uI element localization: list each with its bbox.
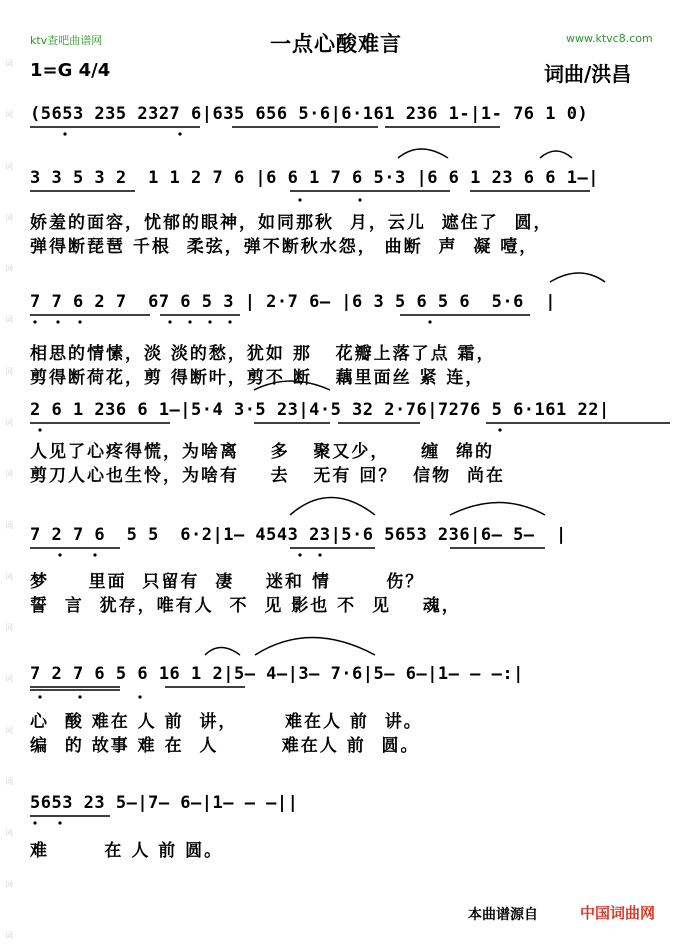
watermark-glyph: 词 — [5, 828, 13, 838]
slur — [540, 151, 572, 158]
author-credit: 词曲/洪昌 — [544, 62, 632, 86]
octave-dot — [498, 428, 501, 431]
watermark-glyph: 词 — [5, 264, 13, 274]
watermark-glyph: 词 — [5, 520, 13, 530]
watermark-glyph: 词 — [5, 315, 13, 325]
slur — [450, 503, 545, 516]
octave-dot — [428, 320, 431, 323]
octave-dot — [78, 695, 81, 698]
octave-dot — [58, 553, 61, 556]
line2-lyric-verse1: 相思的情愫，淡 淡的愁，犹如 那 花瓣上落了点 霜， — [30, 344, 496, 364]
line2-lyric-verse2: 剪得断荷花，剪 得断叶，剪不 断 藕里面丝 紧 连， — [30, 368, 485, 388]
octave-dot — [298, 198, 301, 201]
watermark-glyph: 词 — [5, 776, 13, 786]
slur — [255, 638, 375, 656]
watermark-glyph: 词 — [5, 674, 13, 684]
slur — [550, 273, 605, 282]
site-name-left: ktv查吧曲谱网 — [30, 34, 103, 47]
octave-dot — [38, 695, 41, 698]
line4-lyric-verse1: 梦 里面 只留有 凄 迷和 情 伤？ — [30, 572, 425, 592]
octave-dot — [138, 695, 141, 698]
watermark-glyph: 词 — [5, 110, 13, 120]
watermark-glyph: 词 — [5, 417, 13, 427]
octave-dot — [33, 320, 36, 323]
octave-dot — [38, 428, 41, 431]
slur — [398, 149, 448, 158]
line1-lyric-verse1: 娇羞的面容，忧郁的眼神，如同那秋 月，云儿 遮住了 圆， — [30, 213, 553, 233]
octave-dot — [93, 553, 96, 556]
line4-lyric-verse2: 誓 言 犹存，唯有人 不 见 影也 不 见 魂， — [30, 596, 461, 616]
watermark-glyph: 词 — [5, 930, 13, 940]
line3-lyric-verse1: 人见了心疼得慌，为啥离 多 聚又少， 缠 绵的 — [30, 442, 494, 462]
line5-lyric-verse1: 心 酸 难在 人 前 讲， 难在人 前 讲。 — [30, 712, 423, 732]
key-signature: 1=G 4/4 — [30, 60, 111, 81]
octave-dot — [208, 320, 211, 323]
line5-notes: 7 2 7 6 5 6 16 1 2|5— 4—|3— 7·6|5— 6—|1— — —:| — [30, 664, 524, 684]
watermark-glyph: 词 — [5, 725, 13, 735]
intro-notes: (5653 235 2327 6|635 656 5·6|6·161 236 1-|1- 76 1 0) — [30, 104, 589, 124]
slur — [205, 648, 240, 656]
line3-notes: 2 6 1 236 6 1—|5·4 3·5 23|4·5 32 2·76|7276 5 6·161 22| — [30, 400, 610, 420]
watermark-glyph: 词 — [5, 879, 13, 889]
line6-notes: 5653 23 5—|7— 6—|1— — —|| — [30, 793, 299, 813]
song-title: 一点心酸难言 — [270, 32, 402, 56]
line4-notes: 7 2 7 6 5 5 6·2|1— 4543 23|5·6 5653 236|6— 5— | — [30, 525, 567, 545]
slur — [290, 498, 375, 516]
octave-dot — [178, 132, 181, 135]
octave-dot — [56, 320, 59, 323]
octave-dot — [298, 553, 301, 556]
octave-dot — [33, 821, 36, 824]
site-url: www.ktvc8.com — [566, 32, 653, 45]
watermark-glyph: 词 — [5, 469, 13, 479]
octave-dot — [58, 821, 61, 824]
line5-lyric-verse2: 编 的 故事 难 在 人 难在人 前 圆。 — [30, 736, 420, 756]
source-site-link[interactable]: 中国词曲网 — [580, 904, 656, 922]
watermark-glyph: 词 — [5, 623, 13, 633]
octave-dot — [228, 320, 231, 323]
side-watermark — [2, 60, 16, 940]
source-label: 本曲谱源自 — [468, 907, 538, 923]
octave-dot — [358, 198, 361, 201]
octave-dot — [168, 320, 171, 323]
line1-lyric-verse2: 弹得断琵琶 千根 柔弦，弹不断秋水怨， 曲断 声 凝 噎， — [30, 237, 539, 257]
octave-dot — [78, 320, 81, 323]
watermark-glyph: 词 — [5, 212, 13, 222]
octave-dot — [318, 553, 321, 556]
line1-notes: 3 3 5 3 2 1 1 2 7 6 |6 6 1 7 6 5·3 |6 6 1 23 6 6 1—| — [30, 168, 599, 188]
watermark-glyph: 词 — [5, 571, 13, 581]
octave-dot — [188, 320, 191, 323]
watermark-glyph: 词 — [5, 161, 13, 171]
octave-dot — [63, 132, 66, 135]
line6-lyric-verse1: 难 在 人 前 圆。 — [30, 841, 224, 861]
watermark-glyph: 词 — [5, 366, 13, 376]
line3-lyric-verse2: 剪刀人心也生怜，为啥有 去 无有 回？ 信物 尚在 — [30, 466, 506, 486]
line2-notes: 7 7 6 2 7 67 6 5 3 | 2·7 6— |6 3 5 6 5 6 5·6 | — [30, 292, 557, 312]
watermark-glyph: 词 — [5, 59, 13, 68]
